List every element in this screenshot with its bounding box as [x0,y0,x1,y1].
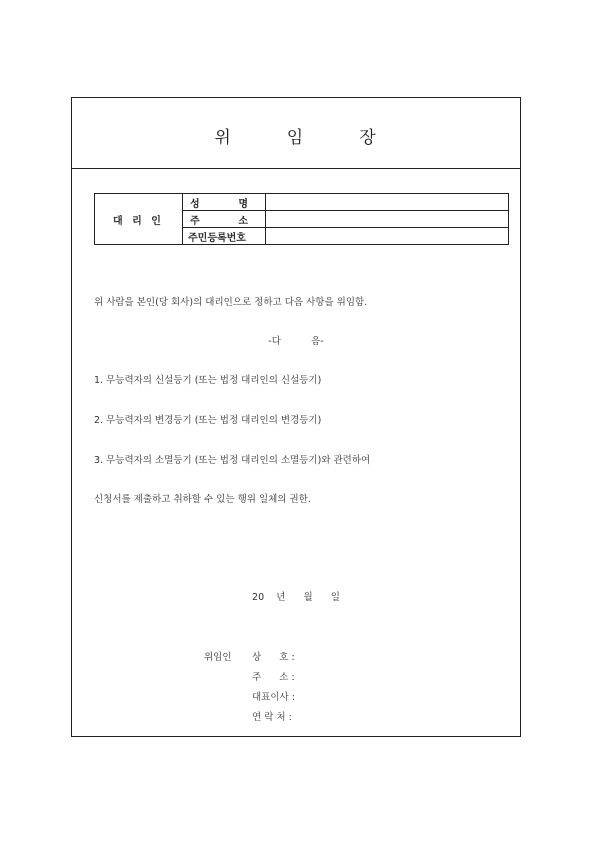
item-3: 3. 무능력자의 소멸등기 (또는 법정 대리인의 소멸등기)와 관련하여 [94,455,371,466]
name-label [183,194,266,211]
address-label-right: 소 [238,215,248,227]
address-sign-label: 주 소 : [252,672,295,683]
resident-number-field[interactable] [266,228,509,245]
agent-info-table [94,193,509,245]
name-field[interactable] [266,194,509,211]
item-1: 1. 무능력자의 신설등기 (또는 법정 대리인의 신설등기) [94,375,322,386]
address-label-left: 주 [190,215,200,227]
title-char: 위 [214,128,233,148]
agent-group-label: 대 리 인 [95,194,183,245]
title-char: 장 [359,128,378,148]
name-label-left: 성 [190,198,200,210]
address-field[interactable] [266,211,509,228]
resident-number-label: 주민등록번호 [183,228,266,245]
power-of-attorney-form [71,97,521,737]
company-name-label: 상 호 : [252,652,295,663]
list-heading: -다 음- [268,336,324,347]
date-line: 20 년 월 일 [252,592,340,603]
address-label [183,211,266,228]
closing-text: 신청서를 제출하고 취하할 수 있는 행위 일체의 권한. [94,494,311,505]
title-char: 임 [286,128,306,148]
contact-label: 연 락 처 : [252,712,292,723]
title-row [72,98,520,169]
intro-text: 위 사람을 본인(당 회사)의 대리인으로 정하고 다음 사항을 위임함. [94,297,368,308]
item-2: 2. 무능력자의 변경등기 (또는 법정 대리인의 변경등기) [94,415,322,426]
delegator-label: 위임인 [204,652,232,663]
document-title [72,123,520,148]
ceo-label: 대표이사 : [252,692,295,703]
name-label-right: 명 [238,198,248,210]
